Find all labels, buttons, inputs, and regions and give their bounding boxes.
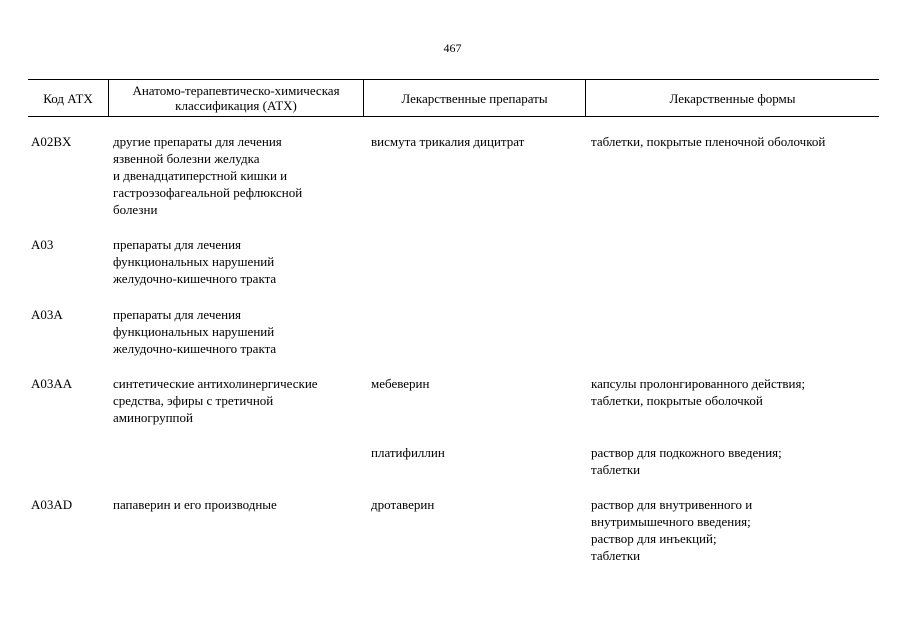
- page-number: 467: [443, 41, 462, 55]
- dosage-forms-cell: [591, 133, 825, 150]
- drug-name: платифиллин: [371, 445, 445, 460]
- atc-code: A03A: [31, 307, 63, 322]
- classification-line: препараты для лечения: [113, 237, 242, 252]
- classification-line: желудочно-кишечного тракта: [113, 341, 277, 356]
- header-classification-line: классификация (АТХ): [175, 98, 297, 113]
- classification-cell: [113, 375, 318, 426]
- drug-name: мебеверин: [371, 376, 430, 391]
- dosage-forms-cell: [591, 444, 782, 478]
- atc-code: A02BX: [31, 134, 72, 149]
- classification-line: препараты для лечения: [113, 307, 242, 322]
- dosage-forms-cell: [591, 496, 752, 564]
- atc-code: A03AA: [31, 376, 73, 391]
- table-header-rule: [28, 116, 879, 117]
- dosage-form-line: внутримышечного введения;: [591, 514, 751, 529]
- dosage-form-line: таблетки, покрытые оболочкой: [591, 393, 763, 408]
- atc-code: A03AD: [31, 497, 73, 512]
- classification-line: другие препараты для лечения: [113, 134, 282, 149]
- dosage-form-line: таблетки: [591, 548, 641, 563]
- classification-line: функциональных нарушений: [113, 254, 275, 269]
- classification-cell: [113, 236, 276, 287]
- classification-line: и двенадцатиперстной кишки и: [113, 168, 288, 183]
- dosage-form-line: раствор для инъекций;: [591, 531, 717, 546]
- header-classification-line: Анатомо-терапевтическо-химическая: [132, 83, 340, 98]
- dosage-form-line: таблетки, покрытые пленочной оболочкой: [591, 134, 826, 149]
- classification-line: средства, эфиры с третичной: [113, 393, 274, 408]
- classification-cell: [113, 306, 276, 357]
- dosage-form-line: раствор для подкожного введения;: [591, 445, 782, 460]
- classification-line: синтетические антихолинергические: [113, 376, 318, 391]
- header-code-label: Код АТХ: [43, 90, 93, 106]
- classification-cell: [113, 496, 277, 513]
- classification-line: болезни: [113, 202, 158, 217]
- header-code: [28, 80, 108, 116]
- header-drugs: [363, 80, 585, 116]
- header-drugs-label: Лекарственные препараты: [401, 90, 548, 106]
- drug-name: дротаверин: [371, 497, 435, 512]
- classification-line: аминогруппой: [113, 410, 193, 425]
- classification-line: папаверин и его производные: [113, 497, 277, 512]
- dosage-forms-cell: [591, 375, 805, 409]
- dosage-form-line: таблетки: [591, 462, 641, 477]
- header-forms-label: Лекарственные формы: [669, 90, 796, 106]
- classification-line: язвенной болезни желудка: [113, 151, 260, 166]
- classification-line: желудочно-кишечного тракта: [113, 271, 277, 286]
- atc-code: A03: [31, 237, 54, 252]
- classification-line: функциональных нарушений: [113, 324, 275, 339]
- dosage-form-line: капсулы пролонгированного действия;: [591, 376, 806, 391]
- classification-line: гастроэзофагеальной рефлюксной: [113, 185, 303, 200]
- header-forms: [585, 80, 879, 116]
- header-classification: [108, 80, 363, 116]
- classification-cell: [113, 133, 302, 218]
- dosage-form-line: раствор для внутривенного и: [591, 497, 753, 512]
- drug-name: висмута трикалия дицитрат: [371, 134, 525, 149]
